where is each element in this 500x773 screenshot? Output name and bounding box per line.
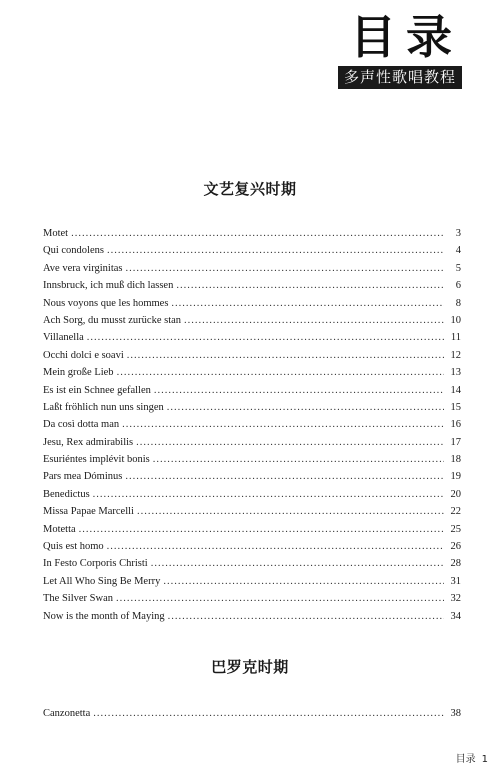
toc-entry-title: Motetta — [43, 523, 76, 535]
toc-leader-dots — [117, 364, 444, 381]
toc-entry[interactable] — [43, 538, 461, 555]
toc-entry-page: 25 — [450, 523, 461, 535]
toc-leader-dots — [168, 608, 444, 625]
toc-list-baroque — [43, 705, 461, 722]
toc-leader-dots — [137, 503, 444, 520]
toc-entry[interactable] — [43, 312, 461, 329]
toc-entry[interactable] — [43, 573, 461, 590]
toc-entry-page: 12 — [450, 349, 461, 361]
toc-leader-dots — [79, 521, 444, 538]
toc-entry[interactable] — [43, 329, 461, 346]
toc-entry-title: Ach Sorg, du musst zurücke stan — [43, 314, 182, 326]
toc-entry-page: 18 — [450, 454, 461, 466]
toc-leader-dots — [87, 329, 444, 346]
toc-entry-page: 10 — [450, 314, 461, 326]
toc-leader-dots — [176, 277, 444, 294]
toc-leader-dots — [122, 416, 444, 433]
toc-entry-title: Esuriéntes implévit bonis — [43, 454, 150, 466]
toc-entry-page: 8 — [455, 297, 461, 309]
toc-leader-dots — [136, 434, 444, 451]
toc-leader-dots — [154, 382, 444, 399]
toc-entry[interactable] — [43, 555, 461, 572]
toc-entry[interactable] — [43, 295, 461, 312]
toc-entry-page: 3 — [455, 228, 461, 239]
toc-list-renaissance — [43, 225, 461, 625]
toc-entry-title: Occhi dolci e soavi — [43, 349, 124, 361]
toc-entry-title: Laßt fröhlich nun uns singen — [43, 401, 164, 413]
toc-leader-dots — [153, 451, 444, 468]
toc-entry-title: Jesu, Rex admirabilis — [43, 436, 134, 448]
toc-entry-page: 31 — [450, 575, 461, 587]
toc-entry-title: Innsbruck, ich muß dich lassen — [43, 280, 174, 292]
toc-entry[interactable] — [43, 277, 461, 294]
toc-leader-dots — [107, 242, 444, 259]
page-footer — [456, 750, 488, 765]
toc-leader-dots — [167, 399, 444, 416]
toc-entry[interactable] — [43, 705, 461, 722]
toc-entry-page: 16 — [450, 419, 461, 431]
toc-entry-title: Es ist ein Schnee gefallen — [43, 384, 151, 396]
toc-entry[interactable] — [43, 434, 461, 451]
toc-entry[interactable] — [43, 468, 461, 485]
toc-entry-title: The Silver Swan — [43, 593, 113, 605]
toc-entry-title: Pars mea Dóminus — [43, 471, 123, 483]
toc-leader-dots — [125, 468, 444, 485]
toc-entry-page: 19 — [450, 471, 461, 483]
toc-entry[interactable] — [43, 225, 461, 242]
toc-entry-page: 17 — [450, 436, 461, 448]
footer-page-number: 1 — [481, 754, 488, 765]
toc-entry[interactable] — [43, 260, 461, 277]
toc-entry-page: 4 — [455, 245, 461, 257]
toc-entry[interactable] — [43, 364, 461, 381]
toc-leader-dots — [93, 486, 444, 503]
toc-entry[interactable] — [43, 451, 461, 468]
toc-entry[interactable] — [43, 382, 461, 399]
toc-entry[interactable] — [43, 242, 461, 259]
toc-entry-title: Motet — [43, 228, 69, 239]
toc-entry-title: In Festo Corporis Christi — [43, 558, 148, 570]
toc-leader-dots — [127, 347, 444, 364]
toc-entry[interactable] — [43, 347, 461, 364]
toc-entry[interactable] — [43, 416, 461, 433]
toc-entry-title: Benedictus — [43, 488, 90, 500]
toc-leader-dots — [184, 312, 444, 329]
toc-entry-page: 32 — [450, 593, 461, 605]
toc-entry[interactable] — [43, 608, 461, 625]
toc-leader-dots — [151, 555, 444, 572]
toc-entry-title: Missa Papae Marcelli — [43, 506, 134, 518]
toc-leader-dots — [107, 538, 444, 555]
toc-entry-page: 20 — [450, 488, 461, 500]
toc-entry-title: Canzonetta — [43, 708, 91, 719]
toc-entry[interactable] — [43, 503, 461, 520]
toc-entry-title: Villanella — [43, 332, 84, 344]
toc-entry-page: 13 — [450, 367, 461, 379]
toc-entry[interactable] — [43, 521, 461, 538]
toc-entry[interactable] — [43, 590, 461, 607]
toc-entry-page: 28 — [450, 558, 461, 570]
toc-entry-title: Mein große Lieb — [43, 367, 114, 379]
toc-leader-dots — [71, 225, 444, 242]
toc-entry-page: 38 — [450, 708, 461, 719]
toc-entry[interactable] — [43, 399, 461, 416]
toc-entry-title: Ave vera virginitas — [43, 262, 123, 274]
toc-entry-title: Nous voyons que les hommes — [43, 297, 169, 309]
toc-entry-page: 34 — [450, 610, 461, 622]
toc-entry-title: Da così dotta man — [43, 419, 120, 431]
header-subtitle: 多声性歌唱教程 — [338, 66, 462, 89]
footer-label: 目录 — [455, 754, 476, 765]
toc-entry[interactable] — [43, 486, 461, 503]
toc-entry-page: 11 — [450, 332, 461, 344]
toc-entry-title: Now is the month of Maying — [43, 610, 165, 622]
toc-entry-page: 15 — [450, 401, 461, 413]
toc-leader-dots — [126, 260, 444, 277]
toc-leader-dots — [171, 295, 444, 312]
toc-leader-dots — [93, 705, 444, 722]
section-title-baroque: 巴罗克时期 — [211, 658, 289, 676]
toc-entry-page: 6 — [455, 280, 461, 292]
toc-entry-page: 26 — [450, 541, 461, 553]
toc-entry-page: 22 — [450, 506, 461, 518]
section-title-renaissance: 文艺复兴时期 — [203, 180, 297, 198]
toc-entry-title: Let All Who Sing Be Merry — [43, 575, 161, 587]
toc-entry-title: Qui condolens — [43, 245, 104, 257]
toc-leader-dots — [116, 590, 444, 607]
toc-leader-dots — [163, 573, 444, 590]
toc-entry-page: 14 — [450, 384, 461, 396]
toc-entry-title: Quis est homo — [43, 541, 104, 553]
header-title: 目录 — [350, 10, 462, 64]
toc-entry-page: 5 — [455, 262, 461, 274]
